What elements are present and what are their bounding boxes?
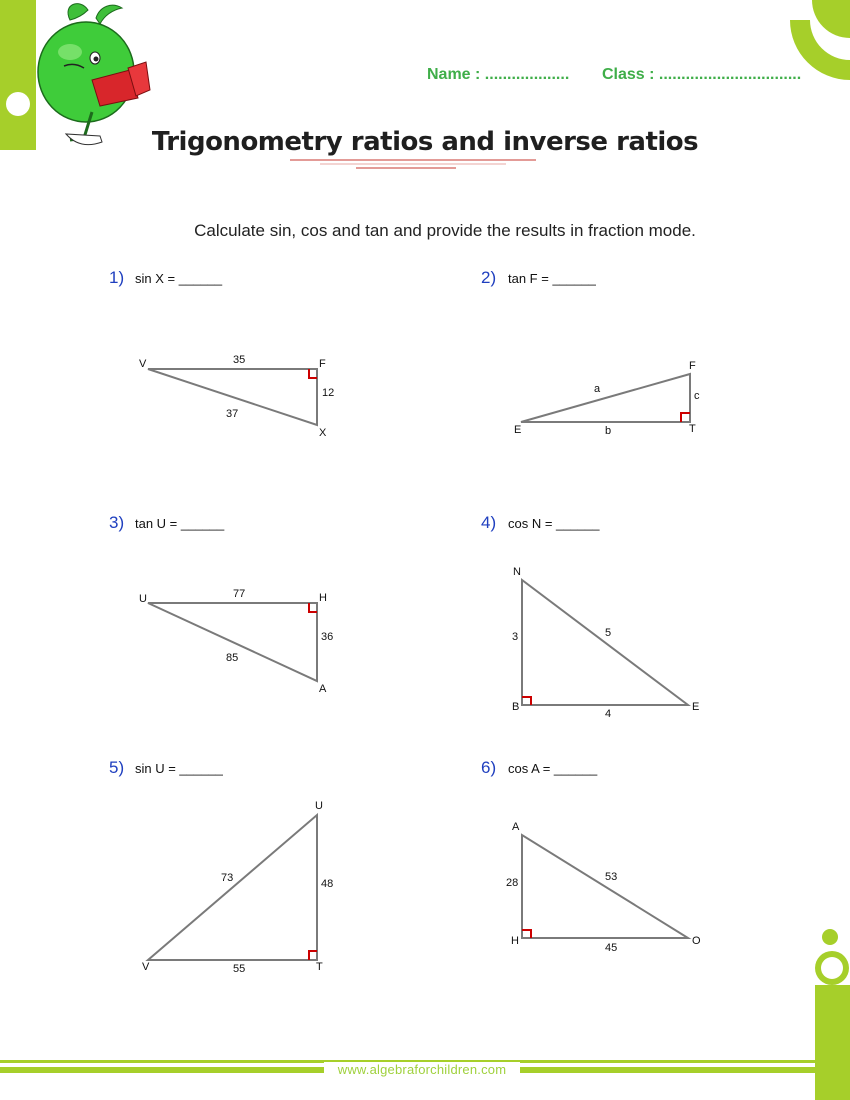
vertex-label: U: [315, 800, 323, 812]
right-angle-marker: [681, 413, 690, 422]
bottom-right-circle-small: [822, 929, 838, 945]
vertex-label: V: [142, 961, 150, 973]
class-field[interactable]: Class : ................................: [602, 66, 802, 83]
question-number: 6): [481, 758, 497, 777]
side-label: b: [605, 425, 612, 437]
question-number: 5): [109, 758, 125, 777]
question-prompt: sin U = ______: [135, 761, 223, 776]
side-label: 85: [226, 652, 239, 664]
instructions: Calculate sin, cos and tan and provide the results in fraction mode.: [194, 221, 696, 240]
side-label: 12: [322, 387, 335, 399]
vertex-label: V: [139, 358, 147, 370]
right-angle-marker: [522, 697, 531, 705]
question-prompt: cos N = ______: [508, 516, 600, 531]
right-angle-marker: [522, 930, 531, 938]
vertex-label: O: [692, 935, 701, 947]
triangle-5: [148, 815, 317, 960]
vertex-label: A: [319, 683, 327, 695]
vertex-label: E: [692, 701, 700, 713]
vertex-label: B: [512, 701, 520, 713]
right-green-bar: [815, 985, 850, 1100]
vertex-label: U: [139, 593, 147, 605]
vertex-label: F: [689, 360, 696, 372]
page-title: Trigonometry ratios and inverse ratios: [151, 127, 699, 157]
question-number: 3): [109, 513, 125, 532]
vertex-label: T: [316, 961, 323, 973]
side-label: 36: [321, 631, 334, 643]
right-angle-marker: [309, 603, 317, 612]
triangle-4: [522, 580, 688, 705]
side-label: 55: [233, 963, 246, 975]
side-label: 48: [321, 878, 334, 890]
side-label: 45: [605, 942, 618, 954]
side-label: 35: [233, 354, 246, 366]
vertex-label: F: [319, 358, 326, 370]
side-label: a: [594, 383, 601, 395]
question-number: 2): [481, 268, 497, 287]
vertex-label: N: [513, 566, 521, 578]
vertex-label: A: [512, 821, 520, 833]
right-angle-marker: [309, 951, 317, 960]
question-prompt: sin X = ______: [135, 271, 223, 286]
question-prompt: tan U = ______: [135, 516, 225, 531]
vertex-label: H: [511, 935, 519, 947]
side-label: 28: [506, 877, 519, 889]
side-label: 77: [233, 588, 246, 600]
side-label: 3: [512, 631, 519, 643]
triangle-2: [521, 374, 690, 422]
side-label: 5: [605, 627, 612, 639]
side-label: 4: [605, 708, 612, 720]
side-label: c: [694, 390, 700, 402]
triangle-6: [522, 835, 688, 938]
question-prompt: tan F = ______: [508, 271, 596, 286]
name-field[interactable]: Name : ...................: [427, 66, 570, 83]
question-number: 4): [481, 513, 497, 532]
question-number: 1): [109, 268, 125, 287]
footer-url[interactable]: www.algebraforchildren.com: [324, 1062, 520, 1077]
vertex-label: X: [319, 427, 327, 439]
right-angle-marker: [309, 369, 317, 378]
side-label: 73: [221, 872, 234, 884]
side-label: 53: [605, 871, 618, 883]
vertex-label: E: [514, 424, 522, 436]
vertex-label: H: [319, 592, 327, 604]
vertex-label: T: [689, 423, 696, 435]
triangle-3: [148, 603, 317, 681]
apple-reading-book-icon: [38, 4, 150, 145]
side-label: 37: [226, 408, 239, 420]
question-prompt: cos A = ______: [508, 761, 598, 776]
